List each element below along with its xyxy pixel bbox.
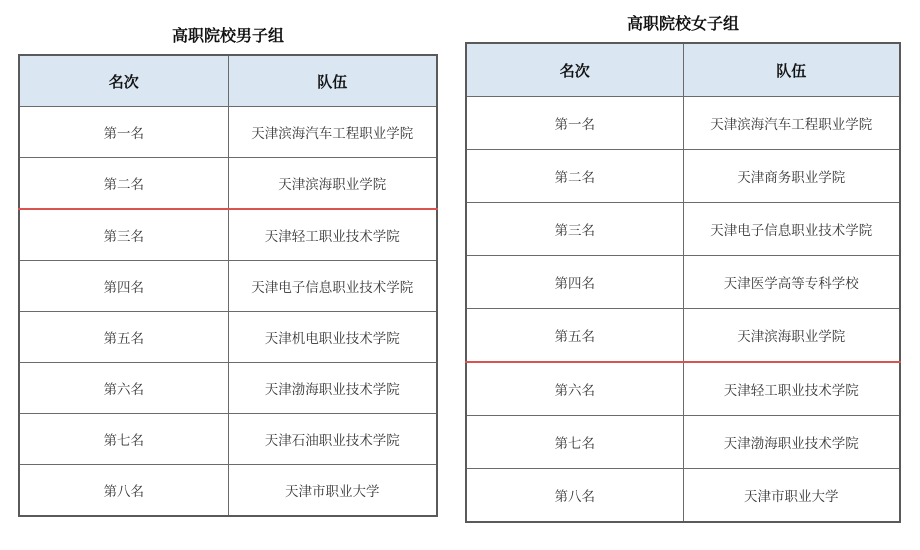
table-row <box>466 203 900 256</box>
team-cell: 天津市职业大学 <box>683 469 900 523</box>
rank-cell: 第六名 <box>466 362 683 416</box>
team-cell: 天津轻工职业技术学院 <box>683 362 900 416</box>
rank-cell: 第三名 <box>19 209 228 261</box>
team-cell: 天津滨海职业学院 <box>683 309 900 363</box>
table-row <box>19 312 437 363</box>
rank-cell: 第五名 <box>19 312 228 363</box>
team-cell: 天津滨海职业学院 <box>228 158 437 210</box>
team-cell: 天津机电职业技术学院 <box>228 312 437 363</box>
team-column-header: 队伍 <box>683 43 900 97</box>
rank-cell: 第二名 <box>19 158 228 210</box>
rank-column-header: 名次 <box>19 55 228 107</box>
team-cell: 天津石油职业技术学院 <box>228 414 437 465</box>
female-group-title: 高职院校女子组 <box>626 14 739 33</box>
rank-cell: 第一名 <box>19 107 228 158</box>
male-ranking-panel <box>18 22 438 517</box>
female-ranking-table <box>465 42 901 523</box>
rank-cell: 第四名 <box>466 256 683 309</box>
rank-cell: 第六名 <box>19 363 228 414</box>
team-cell: 天津渤海职业技术学院 <box>228 363 437 414</box>
team-column-header: 队伍 <box>228 55 437 107</box>
table-row <box>19 465 437 517</box>
table-row <box>19 363 437 414</box>
table-row <box>19 261 437 312</box>
team-cell: 天津滨海汽车工程职业学院 <box>683 97 900 150</box>
rank-cell: 第八名 <box>19 465 228 517</box>
rank-cell: 第八名 <box>466 469 683 523</box>
table-header-row <box>19 55 437 107</box>
rank-cell: 第二名 <box>466 150 683 203</box>
table-row <box>466 97 900 150</box>
table-row <box>466 362 900 416</box>
table-row <box>466 256 900 309</box>
table-header-row <box>466 43 900 97</box>
table-row <box>19 414 437 465</box>
table-row <box>466 309 900 363</box>
team-cell: 天津滨海汽车工程职业学院 <box>228 107 437 158</box>
female-ranking-panel <box>465 10 901 523</box>
team-cell: 天津渤海职业技术学院 <box>683 416 900 469</box>
male-ranking-table <box>18 54 438 517</box>
rank-cell: 第四名 <box>19 261 228 312</box>
team-cell: 天津商务职业学院 <box>683 150 900 203</box>
rank-cell: 第一名 <box>466 97 683 150</box>
table-row <box>466 150 900 203</box>
table-row <box>19 209 437 261</box>
rank-column-header: 名次 <box>466 43 683 97</box>
male-group-title: 高职院校男子组 <box>171 26 284 45</box>
rank-cell: 第七名 <box>466 416 683 469</box>
team-cell: 天津电子信息职业技术学院 <box>228 261 437 312</box>
rank-cell: 第三名 <box>466 203 683 256</box>
team-cell: 天津市职业大学 <box>228 465 437 517</box>
table-row <box>466 416 900 469</box>
team-cell: 天津轻工职业技术学院 <box>228 209 437 261</box>
table-row <box>19 107 437 158</box>
rank-cell: 第七名 <box>19 414 228 465</box>
team-cell: 天津电子信息职业技术学院 <box>683 203 900 256</box>
table-row <box>466 469 900 523</box>
table-row <box>19 158 437 210</box>
rank-cell: 第五名 <box>466 309 683 363</box>
team-cell: 天津医学高等专科学校 <box>683 256 900 309</box>
